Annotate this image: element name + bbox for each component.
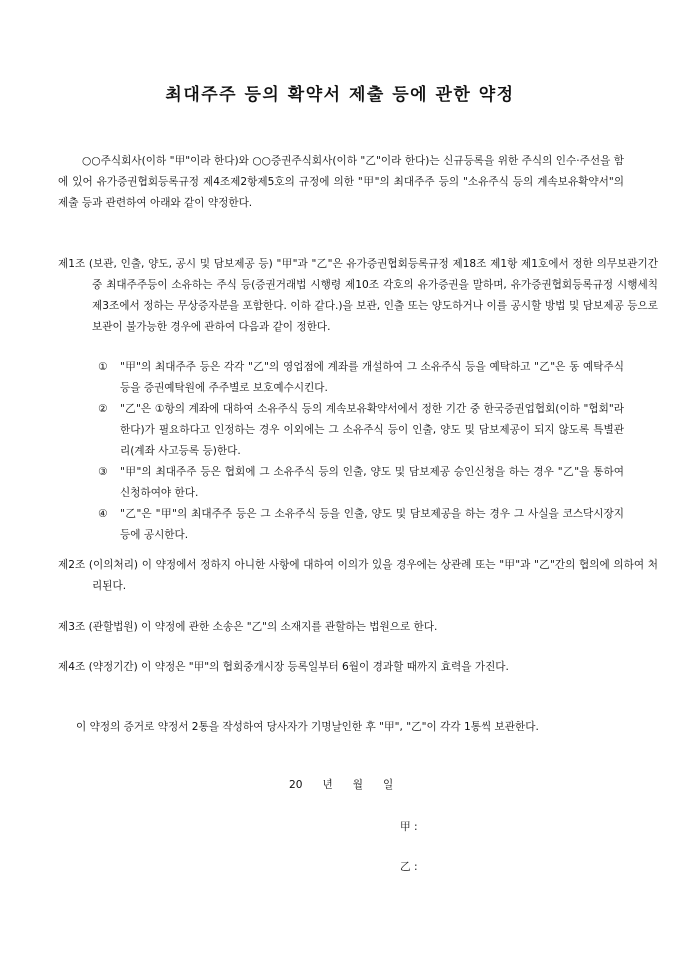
- item-marker: ④: [98, 508, 108, 520]
- date-line: [289, 775, 409, 796]
- item-text: "乙"은 "甲"의 최대주주 등은 그 소유주식 등을 인출, 양도 및 담보제공을 하는 경우 그 사실을 코스닥시장지 등에 공시한다.: [120, 508, 624, 541]
- list-item: [98, 504, 624, 546]
- intro-paragraph: ○○주식회사(이하 "甲"이라 한다)와 ○○증권주식회사(이하 "乙"이라 한다)는 신규등록을 위한 주식의 인수·주선을 함에 있어 유가증권협회등록규정 제4조제2항제5호의 규정에 의한 "甲"의 최대주주 등의 "소유주식 등의 계속보유확약서"의 제출 등과 관련하여 아래와 같이 약정한다.: [58, 155, 624, 209]
- document-title: 최대주주 등의 확약서 제출 등에 관한 약정: [165, 85, 515, 105]
- date-day-unit: 일: [382, 779, 394, 791]
- item-marker: ②: [98, 403, 108, 415]
- item-text: "乙"은 ①항의 계좌에 대하여 소유주식 등의 계속보유확약서에서 정한 기간 중 한국증권업협회(이하 "협회"라 한다)가 필요하다고 인정하는 경우 이외에는 그 소유주식 등이 인출, 양도 및 담보제공이 되지 않도록 특별관리(계좌 사고등록 등)한다.: [120, 403, 624, 457]
- signature-party-b: 乙 :: [400, 861, 418, 873]
- article-1-items: [98, 357, 624, 546]
- item-marker: ①: [98, 361, 108, 373]
- article-2: 제2조 (이의처리) 이 약정에서 정하지 아니한 사항에 대하여 이의가 있을 경우에는 상관례 또는 "甲"과 "乙"간의 협의에 의하여 처리된다.: [58, 559, 658, 592]
- item-marker: ③: [98, 466, 108, 478]
- closing-paragraph: 이 약정의 증거로 약정서 2통을 작성하여 당사자가 기명날인한 후 "甲", "乙"이 각각 1통씩 보관한다.: [76, 721, 539, 733]
- list-item: [98, 399, 624, 462]
- list-item: [98, 357, 624, 399]
- list-item: [98, 462, 624, 504]
- item-text: "甲"의 최대주주 등은 협회에 그 소유주식 등의 인출, 양도 및 담보제공 승인신청을 하는 경우 "乙"을 통하여 신청하여야 한다.: [120, 466, 624, 499]
- signature-party-a: 甲 :: [400, 821, 418, 833]
- date-year-unit: 년: [322, 779, 333, 791]
- item-text: "甲"의 최대주주 등은 각각 "乙"의 영업점에 계좌를 개설하여 그 소유주식 등을 예탁하고 "乙"은 동 예탁주식 등을 증권예탁원에 주주별로 보호예수시킨다.: [120, 361, 624, 394]
- date-month-unit: 월: [352, 779, 363, 791]
- date-year: 20: [289, 779, 303, 791]
- article-3: 제3조 (관할법원) 이 약정에 관한 소송은 "乙"의 소재지를 관할하는 법원으로 한다.: [58, 621, 438, 633]
- article-1: 제1조 (보관, 인출, 양도, 공시 및 담보제공 등) "甲"과 "乙"은 유가증권협회등록규정 제18조 제1항 제1호에서 정한 의무보관기간중 최대주주등이 소유하는 주식 등(증권거래법 시행령 제10조 각호의 유가증권을 말하며, 유가증권협회등록규정 시행세칙 제3조에서 정하는 무상증자분을 포함한다. 이하 같다.)을 보관, 인출 또는 양도하거나 이를 공시할 방법 및 담보제공 등으로 보관이 불가능한 경우에 관하여 다음과 같이 정한다.: [58, 258, 658, 333]
- article-4: 제4조 (약정기간) 이 약정은 "甲"의 협회중개시장 등록일부터 6월이 경과할 때까지 효력을 가진다.: [58, 661, 509, 673]
